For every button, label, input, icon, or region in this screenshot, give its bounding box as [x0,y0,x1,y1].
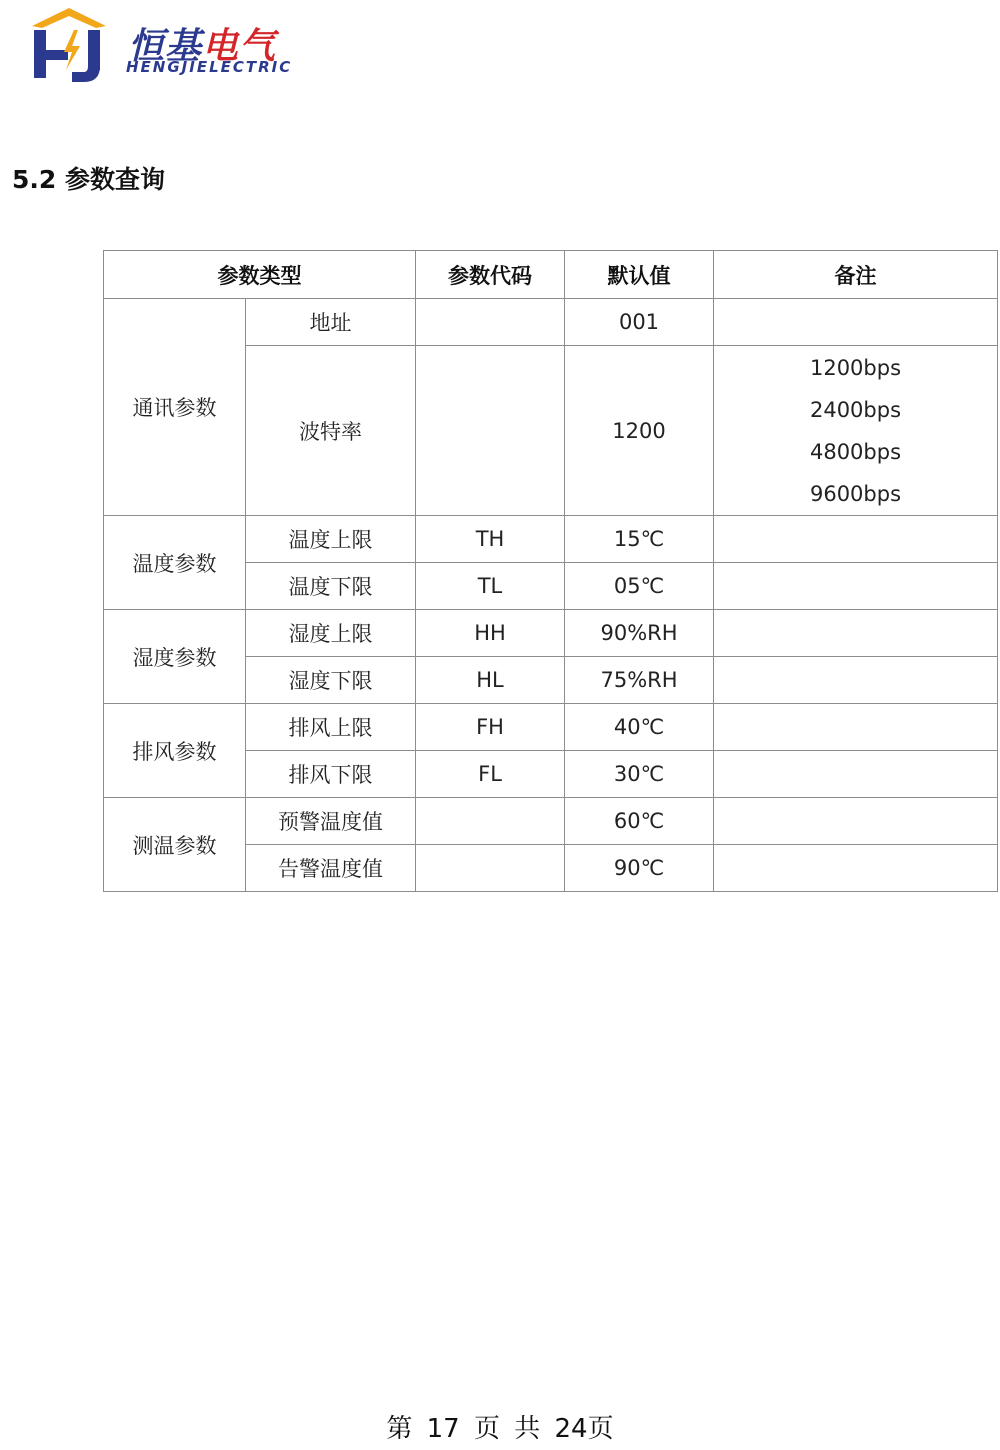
table-row [104,299,998,346]
group-name: 湿度参数 [104,610,246,704]
table-row [104,798,998,845]
logo-chinese-name: 恒基电气 [128,26,277,67]
baud-option: 2400bps [809,397,902,422]
param-code: HL [416,657,565,704]
baud-option: 1200bps [809,355,902,380]
header-param-type: 参数类型 [104,251,416,299]
table-row [104,516,998,563]
logo-english-name: HENGJIELECTRIC [126,58,293,76]
note [714,845,998,892]
param-name: 温度下限 [246,563,416,610]
param-name: 湿度下限 [246,657,416,704]
param-name: 地址 [246,299,416,346]
param-code: TL [416,563,565,610]
note [714,657,998,704]
header-note: 备注 [714,251,998,299]
param-code: HH [416,610,565,657]
baud-rate-options [714,346,998,516]
header-param-code: 参数代码 [416,251,565,299]
group-name: 排风参数 [104,704,246,798]
group-name: 通讯参数 [104,299,246,516]
baud-option: 9600bps [809,481,902,506]
default-value: 90℃ [565,845,714,892]
note [714,563,998,610]
note [714,610,998,657]
param-name: 湿度上限 [246,610,416,657]
group-name: 温度参数 [104,516,246,610]
default-value: 60℃ [565,798,714,845]
param-code [416,798,565,845]
default-value: 75%RH [565,657,714,704]
baud-option: 4800bps [809,439,902,464]
default-value: 1200 [565,346,714,516]
default-value: 05℃ [565,563,714,610]
param-code: FH [416,704,565,751]
table-row [104,704,998,751]
table-row [104,610,998,657]
param-name: 排风上限 [246,704,416,751]
note [714,798,998,845]
note [714,751,998,798]
parameter-table [103,250,998,892]
default-value: 30℃ [565,751,714,798]
table-header-row [104,251,998,299]
param-code: TH [416,516,565,563]
default-value: 15℃ [565,516,714,563]
param-name: 波特率 [246,346,416,516]
hj-logo-mark-icon [28,6,110,84]
note [714,704,998,751]
default-value: 001 [565,299,714,346]
param-name: 预警温度值 [246,798,416,845]
param-code [416,845,565,892]
note [714,299,998,346]
param-code: FL [416,751,565,798]
default-value: 90%RH [565,610,714,657]
param-name: 排风下限 [246,751,416,798]
param-code [416,299,565,346]
default-value: 40℃ [565,704,714,751]
section-title: 5.2 参数查询 [12,165,165,194]
group-name: 测温参数 [104,798,246,892]
page-number-footer: 第 17 页 共 24页 [386,1414,614,1444]
param-code [416,346,565,516]
company-logo [28,6,328,86]
note [714,516,998,563]
param-name: 告警温度值 [246,845,416,892]
param-name: 温度上限 [246,516,416,563]
header-default-value: 默认值 [565,251,714,299]
